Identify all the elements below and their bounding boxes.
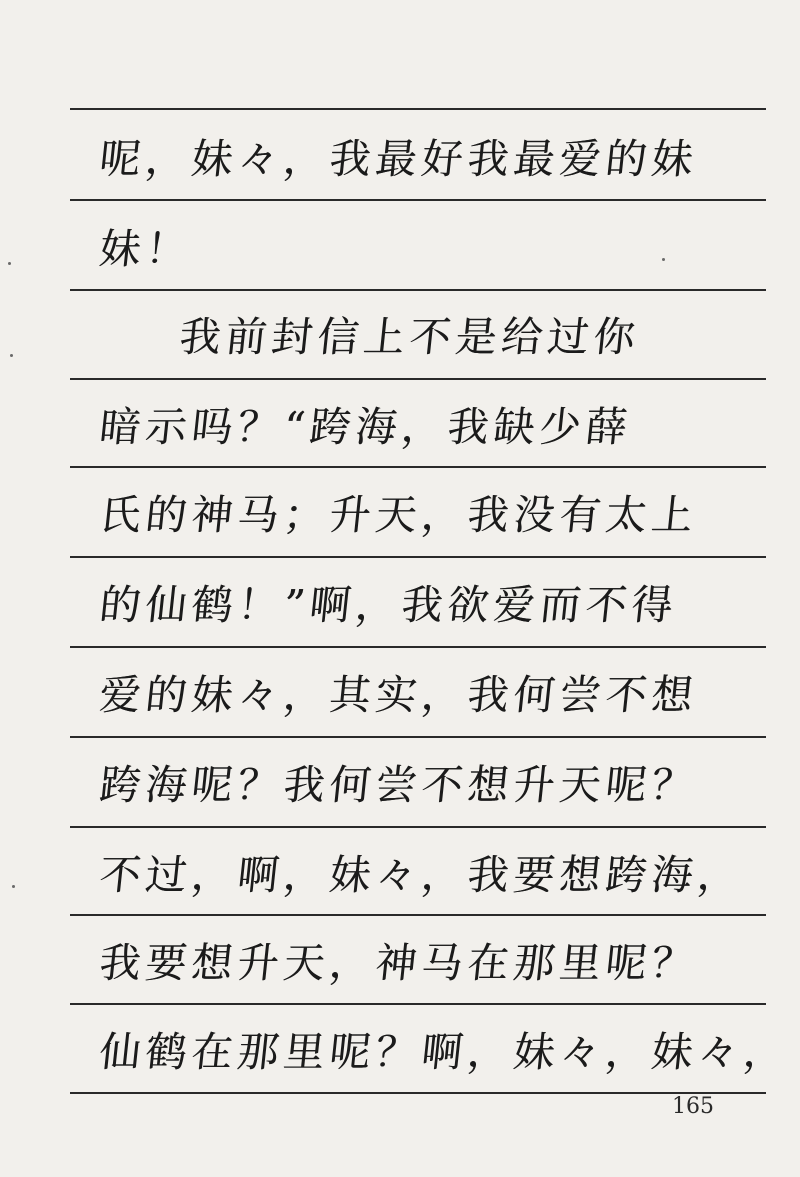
text-line-6: 的仙鹤！”啊，我欲爱而不得 [97,580,681,629]
paper-speck [662,258,665,261]
text-line-2: 妹！ [97,224,195,273]
text-line-5: 氏的神马；升天，我没有太上 [97,490,701,539]
paper-speck [8,262,11,265]
paper-speck [12,885,15,888]
text-line-9: 不过，啊，妹々，我要想跨海， [97,850,747,899]
paper-speck [10,354,13,357]
page-number: 165 [672,1094,714,1119]
text-line-8: 跨海呢？我何尝不想升天呢？ [97,760,701,809]
text-line-7: 爱的妹々，其实，我何尝不想 [97,670,701,719]
text-line-4: 暗示吗？“跨海，我缺少薛 [97,402,635,451]
ruled-line [70,1092,766,1094]
text-line-11: 仙鹤在那里呢？啊，妹々，妹々， [97,1027,793,1076]
text-line-3: 我前封信上不是给过你 [177,312,643,361]
text-line-1: 呢，妹々，我最好我最爱的妹 [97,134,701,183]
text-line-10: 我要想升天，神马在那里呢？ [97,938,701,987]
